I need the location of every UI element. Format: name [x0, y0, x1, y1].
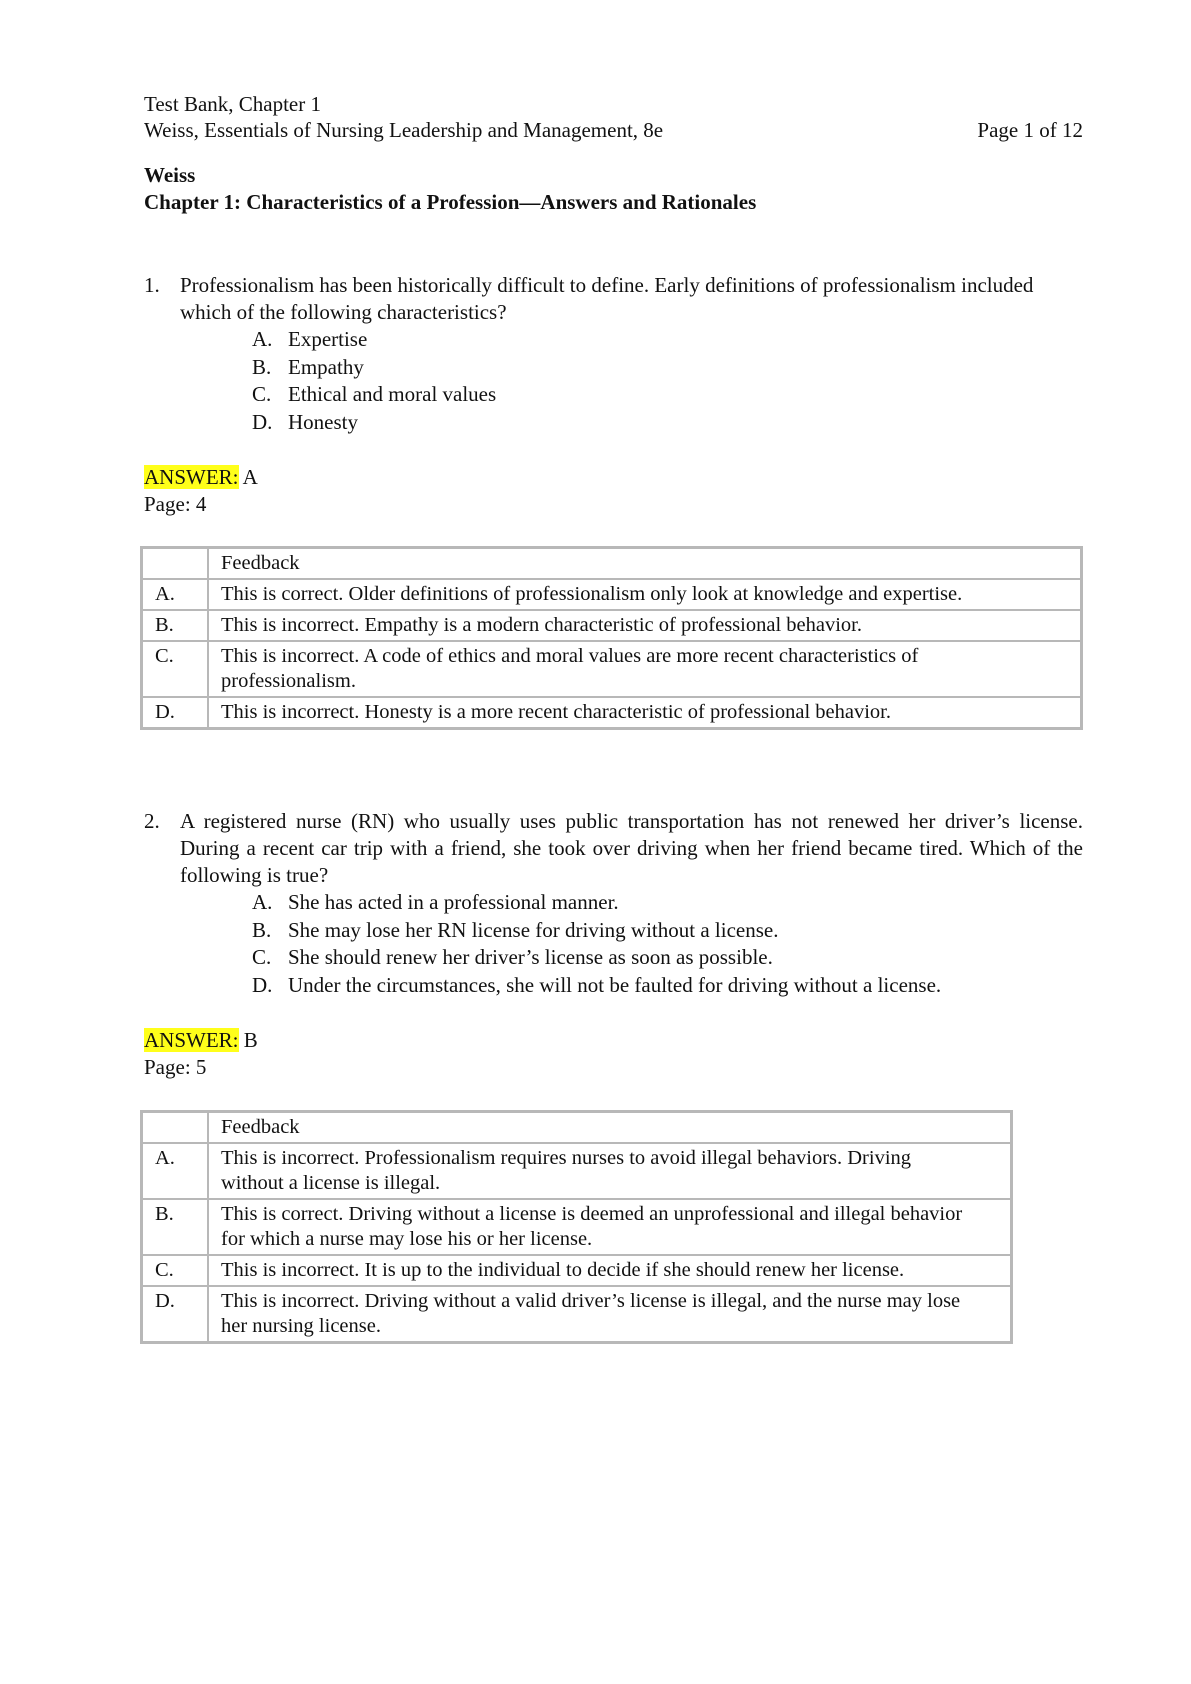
table-row [142, 1143, 1012, 1199]
feedback-text: This is incorrect. Driving without a valid driver’s license is illegal, and the nurse may lose her nursing license. [208, 1286, 1012, 1343]
option-list [252, 889, 1083, 999]
answer-value: B [243, 1028, 258, 1052]
table-row [142, 1255, 1012, 1286]
feedback-text: This is incorrect. Empathy is a modern characteristic of professional behavior. [208, 610, 1082, 641]
feedback-label: D. [142, 697, 209, 729]
feedback-text: This is correct. Driving without a license is deemed an unprofessional and illegal behavior for which a nurse may lose his or her license. [208, 1199, 1012, 1255]
question-1 [144, 272, 1083, 436]
table-header-row [142, 1112, 1012, 1144]
feedback-label: A. [142, 1143, 209, 1199]
option-letter: D. [252, 972, 273, 997]
option-letter: B. [252, 354, 272, 379]
table-header-row [142, 548, 1082, 580]
question-number: 1. [144, 273, 160, 297]
option-letter: D. [252, 409, 273, 434]
page-reference-1: Page: 4 [144, 492, 207, 516]
option-text: She has acted in a professional manner. [288, 890, 619, 914]
answer-line-2 [144, 1027, 258, 1054]
option-b [252, 354, 1083, 382]
feedback-label: C. [142, 1255, 209, 1286]
option-text: Expertise [288, 327, 368, 351]
question-2 [144, 808, 1083, 999]
option-letter: B. [252, 917, 272, 942]
option-text: Ethical and moral values [288, 382, 497, 406]
option-d [252, 972, 1083, 1000]
feedback-table-2 [140, 1110, 1013, 1344]
option-text: Empathy [288, 354, 364, 379]
feedback-label: C. [142, 641, 209, 697]
feedback-header: Feedback [208, 548, 1082, 580]
chapter-heading: Chapter 1: Characteristics of a Profession—Answers and Rationales [144, 190, 757, 214]
answer-value: A [242, 465, 258, 489]
table-row [142, 610, 1082, 641]
option-b [252, 917, 1083, 945]
question-number: 2. [144, 809, 160, 833]
question-text: Professionalism has been historically difficult to define. Early definitions of professionalism included which of the following characteristics? [180, 273, 1034, 324]
option-letter: A. [252, 890, 273, 914]
answer-label: ANSWER: [144, 1028, 239, 1052]
option-list [252, 326, 1083, 436]
option-a [252, 889, 1083, 917]
option-text: Honesty [288, 409, 358, 434]
author-heading: Weiss [144, 163, 196, 187]
option-d [252, 409, 1083, 437]
feedback-text: This is incorrect. Honesty is a more recent characteristic of professional behavior. [208, 697, 1082, 729]
option-letter: C. [252, 945, 272, 969]
option-c [252, 944, 1083, 972]
option-text: Under the circumstances, she will not be faulted for driving without a license. [288, 972, 942, 997]
feedback-text: This is correct. Older definitions of professionalism only look at knowledge and expertise. [208, 579, 1082, 610]
table-row [142, 1286, 1012, 1343]
feedback-label: D. [142, 1286, 209, 1343]
option-text: She should renew her driver’s license as soon as possible. [288, 945, 773, 969]
page-reference-2: Page: 5 [144, 1055, 207, 1079]
table-row [142, 697, 1082, 729]
option-text: She may lose her RN license for driving without a license. [288, 917, 779, 942]
feedback-table-1 [140, 546, 1083, 730]
answer-line-1 [144, 464, 258, 491]
feedback-header: Feedback [208, 1112, 1012, 1144]
option-letter: C. [252, 382, 272, 406]
table-cell [142, 548, 209, 580]
feedback-label: B. [142, 610, 209, 641]
feedback-text: This is incorrect. It is up to the individual to decide if she should renew her license. [208, 1255, 1012, 1286]
table-row [142, 641, 1082, 697]
feedback-label: A. [142, 579, 209, 610]
header-line-1: Test Bank, Chapter 1 [144, 92, 321, 116]
answer-label: ANSWER: [144, 465, 239, 489]
table-row [142, 1199, 1012, 1255]
feedback-text: This is incorrect. Professionalism requires nurses to avoid illegal behaviors. Driving without a license is illegal. [208, 1143, 1012, 1199]
header-line-2: Weiss, Essentials of Nursing Leadership and Management, 8e [144, 118, 664, 142]
table-cell [142, 1112, 209, 1144]
option-a [252, 326, 1083, 354]
page-indicator: Page 1 of 12 [977, 118, 1083, 142]
option-letter: A. [252, 327, 273, 351]
question-text: A registered nurse (RN) who usually uses public transportation has not renewed her driver’s license. During a recent car trip with a friend, she took over driving when her friend became tired. Which of the following is true? [180, 809, 1083, 887]
feedback-text: This is incorrect. A code of ethics and moral values are more recent characteristics of professionalism. [208, 641, 1082, 697]
feedback-label: B. [142, 1199, 209, 1255]
table-row [142, 579, 1082, 610]
option-c [252, 381, 1083, 409]
